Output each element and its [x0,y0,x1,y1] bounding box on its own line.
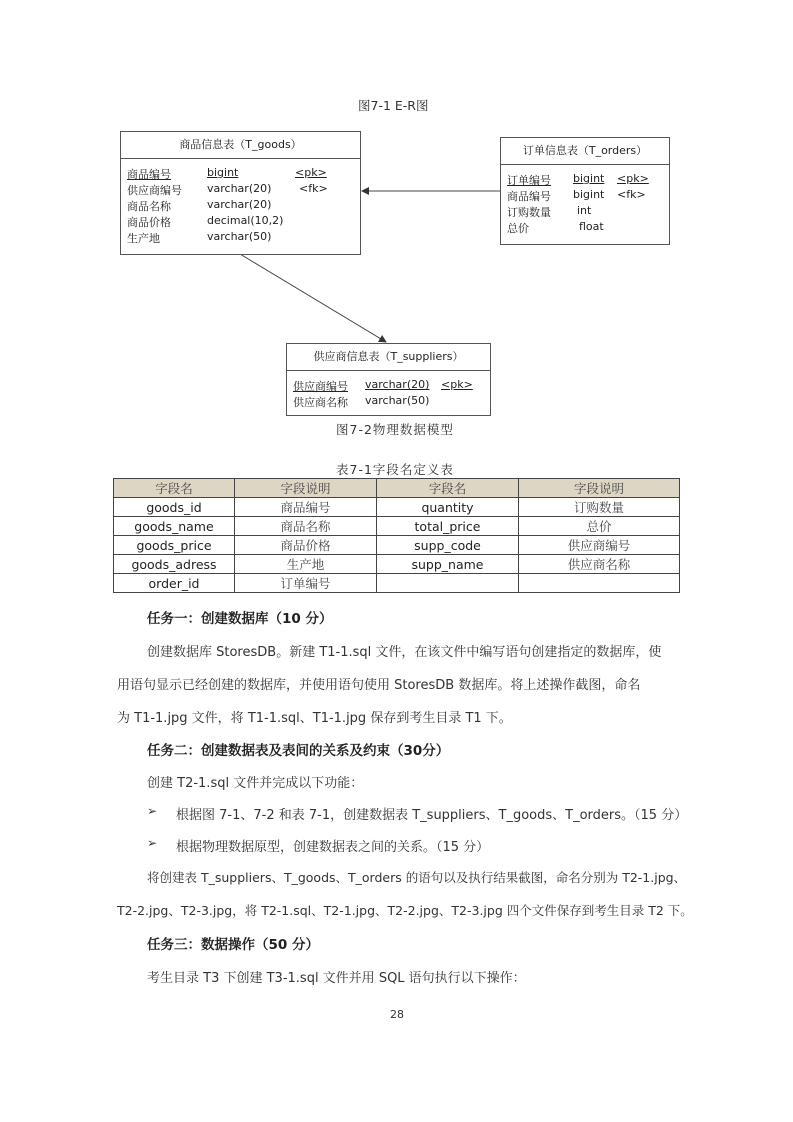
task2-title: 任务二：创建数据表及表间的关系及约束（30分） [147,743,450,759]
table-cell: supp_code [377,536,519,555]
task3-intro: 考生目录 T3 下创建 T3-1.sql 文件并用 SQL 语句执行以下操作： [147,971,526,986]
orders-entity [500,137,670,245]
table-cell: quantity [377,498,519,517]
orders-field-key: <fk> [617,188,646,201]
task2-intro: 创建 T2-1.sql 文件并完成以下功能： [147,776,364,791]
table-header-cell: 字段说明 [519,479,680,498]
task2-bullet-item: 根据图 7-1、7-2 和表 7-1，创建数据表 T_suppliers、T_goods、T_orders。（15 分） [176,808,688,823]
table-cell: 商品价格 [235,536,377,555]
suppliers-field-name: 供应商编号 [293,380,348,393]
goods-suppliers-relation-line [240,254,386,342]
table-cell: goods_price [114,536,235,555]
task2-bullet-item: 根据物理数据原型，创建数据表之间的关系。（15 分） [176,840,490,855]
table-cell: 供应商名称 [519,555,680,574]
table-cell [519,574,680,593]
orders-field-type: bigint [573,188,605,201]
goods-field-type: varchar(20) [207,198,272,211]
suppliers-field-type: varchar(20) [365,378,430,391]
field-definition-table [113,478,680,593]
table-cell: total_price [377,517,519,536]
task1-paragraph-line: 为 T1-1.jpg 文件，将 T1-1.sql、T1-1.jpg 保存到考生目录 T1 下。 [117,711,512,726]
suppliers-field-name: 供应商名称 [293,396,348,409]
goods-entity [120,131,361,255]
table-cell: goods_id [114,498,235,517]
goods-field-type: decimal(10,2) [207,214,284,227]
table-cell: 商品编号 [235,498,377,517]
goods-entity-title: 商品信息表（T_goods） [121,132,360,159]
table-cell: 订购数量 [519,498,680,517]
task3-title: 任务三：数据操作（50 分） [147,937,319,953]
table-cell: goods_name [114,517,235,536]
table-cell: goods_adress [114,555,235,574]
suppliers-field-type: varchar(50) [365,394,430,407]
table-cell: 商品名称 [235,517,377,536]
figure1-caption: 图7-1 E-R图 [358,98,429,113]
goods-field-key: <fk> [299,182,328,195]
goods-field-name: 生产地 [127,232,160,245]
orders-field-key: <pk> [617,172,649,185]
goods-field-name: 商品名称 [127,200,171,213]
orders-field-type: int [577,204,592,217]
orders-field-type: float [579,220,604,233]
table-header-cell: 字段名 [114,479,235,498]
suppliers-entity [286,343,491,416]
table-row [114,498,680,517]
orders-field-name: 订单编号 [507,174,551,187]
goods-field-name: 商品编号 [127,168,171,181]
goods-field-type: varchar(50) [207,230,272,243]
table-cell: 供应商编号 [519,536,680,555]
orders-field-name: 商品编号 [507,190,551,203]
table-row [114,517,680,536]
orders-field-name: 总价 [507,222,529,235]
task1-title: 任务一：创建数据库（10 分） [147,611,333,627]
table-cell: 总价 [519,517,680,536]
task2-paragraph-line: T2-2.jpg、T2-3.jpg，将 T2-1.sql、T2-1.jpg、T2-2.jpg、T2-3.jpg 四个文件保存到考生目录 T2 下。 [117,903,693,918]
table-row [114,555,680,574]
orders-entity-title: 订单信息表（T_orders） [501,138,669,165]
table-row [114,574,680,593]
table-caption: 表7-1字段名定义表 [336,462,454,477]
goods-field-type: varchar(20) [207,182,272,195]
table-row [114,536,680,555]
table-header-row [114,479,680,498]
orders-field-name: 订购数量 [507,206,551,219]
goods-field-name: 供应商编号 [127,184,182,197]
orders-field-type: bigint [573,172,605,185]
task1-paragraph-line: 用语句显示已经创建的数据库，并使用语句使用 StoresDB 数据库。将上述操作截图，命名 [117,678,641,693]
goods-field-type: bigint [207,166,239,179]
table-cell: 订单编号 [235,574,377,593]
table-cell: order_id [114,574,235,593]
table-header-cell: 字段名 [377,479,519,498]
page-number: 28 [390,1008,404,1021]
task1-paragraph-line: 创建数据库 StoresDB。新建 T1-1.sql 文件，在该文件中编写语句创建指定的数据库，使 [147,645,662,660]
table-cell: supp_name [377,555,519,574]
figure2-caption: 图7-2物理数据模型 [336,422,454,437]
bullet-arrow-icon: ➢ [147,804,158,818]
suppliers-field-key: <pk> [441,378,473,391]
table-header-cell: 字段说明 [235,479,377,498]
goods-field-key: <pk> [295,166,327,179]
goods-field-name: 商品价格 [127,216,171,229]
task2-paragraph-line: 将创建表 T_suppliers、T_goods、T_orders 的语句以及执行结果截图，命名分别为 T2-1.jpg、 [147,870,687,885]
suppliers-entity-title: 供应商信息表（T_suppliers） [287,344,490,371]
bullet-arrow-icon: ➢ [147,836,158,850]
table-cell: 生产地 [235,555,377,574]
table-cell [377,574,519,593]
